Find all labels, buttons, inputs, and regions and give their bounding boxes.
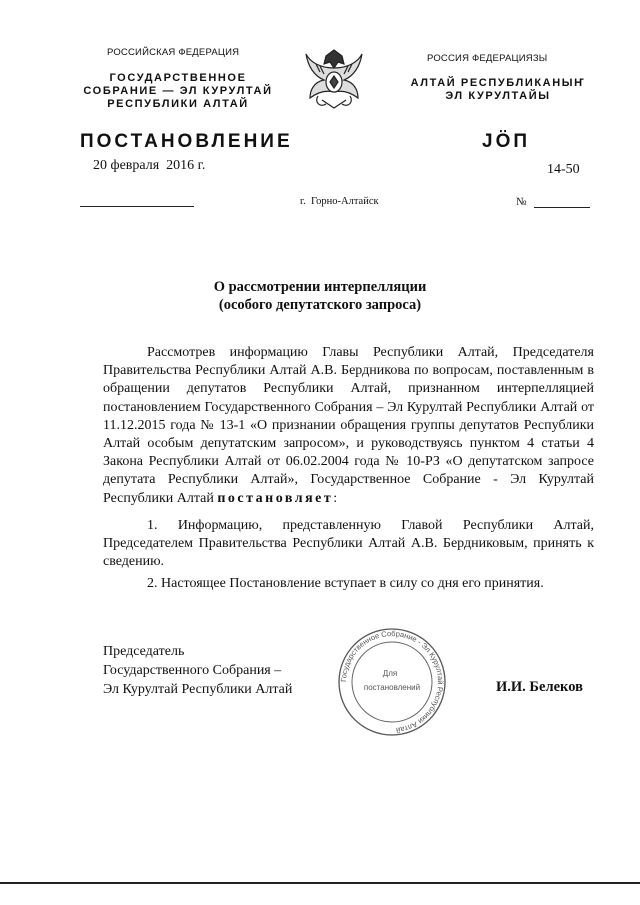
header-left-country: РОССИЙСКАЯ ФЕДЕРАЦИЯ <box>107 47 240 58</box>
document-heading <box>120 278 520 314</box>
signatory-position <box>103 642 292 699</box>
stamp-center-top: Для <box>382 669 398 678</box>
date-underline <box>80 206 194 207</box>
body-paragraph-3: 2. Настоящее Постановление вступает в силу со дня его принятия. <box>147 576 544 591</box>
paragraph-end: : <box>333 490 338 506</box>
body-paragraph-1 <box>103 344 594 508</box>
header-left-line: РЕСПУБЛИКИ АЛТАЙ <box>107 98 249 110</box>
header-left-line: СОБРАНИЕ — ЭЛ КУРУЛТАЙ <box>83 85 273 97</box>
signatory-name: И.И. Белеков <box>496 679 583 695</box>
document-title: ПОСТАНОВЛЕНИЕ <box>80 131 293 152</box>
header-right-line: ЭЛ КУРУЛТАЙЫ <box>445 90 551 102</box>
official-stamp <box>336 626 448 738</box>
stamp-center-bottom: постановлений <box>363 683 421 692</box>
document-title-altai: JÖП <box>482 131 531 152</box>
document-city: г. Горно-Алтайск <box>300 196 379 207</box>
document-date: 20 февраля 2016 г. <box>93 158 206 173</box>
document-number: 14-50 <box>547 162 580 177</box>
stamp-ring-path: Государственное Собрание - Эл Курултай Республики Алтай <box>338 628 446 735</box>
position-line: Председатель <box>103 644 185 659</box>
header-left-organization <box>80 72 276 111</box>
header-right-line: АЛТАЙ РЕСПУБЛИКАНЫҤ <box>410 77 586 89</box>
header-left-line: ГОСУДАРСТВЕННОЕ <box>109 72 247 84</box>
position-line: Государственного Собрания – <box>103 663 282 678</box>
footer-rule <box>0 882 640 884</box>
heading-line: О рассмотрении интерпелляции <box>213 279 427 295</box>
number-sign: № <box>516 196 527 208</box>
heading-line: (особого депутатского запроса) <box>218 297 422 313</box>
paragraph-text: Рассмотрев информацию Главы Республики Алтай, Председателя Правительства Республики Алтай А.В. Бердникова по вопросам, поставленным в обращении депутатов Республики Алтай, признанном интерпелляцией постановлением Государственного Собрания – Эл Курултай Республики Алтай от 11.12.2015 года № 13-1 «О признании обращения группы депутатов Республики Алтай особым депутатским запросом», и руководствуясь пунктом 4 статьи 4 Закона Республики Алтай от 06.02.2004 года № 10-РЗ «О депутатском запросе депутата Республики Алтай», Государственное Собрание - Эл Курултай Республики Алтай <box>103 345 594 506</box>
header-right-organization <box>400 77 596 103</box>
position-line: Эл Курултай Республики Алтай <box>103 682 293 697</box>
decree-verb: постановляет <box>217 490 334 506</box>
coat-of-arms-emblem <box>300 42 368 112</box>
number-underline <box>534 207 590 208</box>
body-paragraph-2: 1. Информацию, представленную Главой Республики Алтай, Председателем Правительства Республики Алтай А.В. Бердниковым, принять к сведению. <box>103 518 594 570</box>
header-right-country: РОССИЯ ФЕДЕРАЦИЯЗЫ <box>427 53 548 64</box>
